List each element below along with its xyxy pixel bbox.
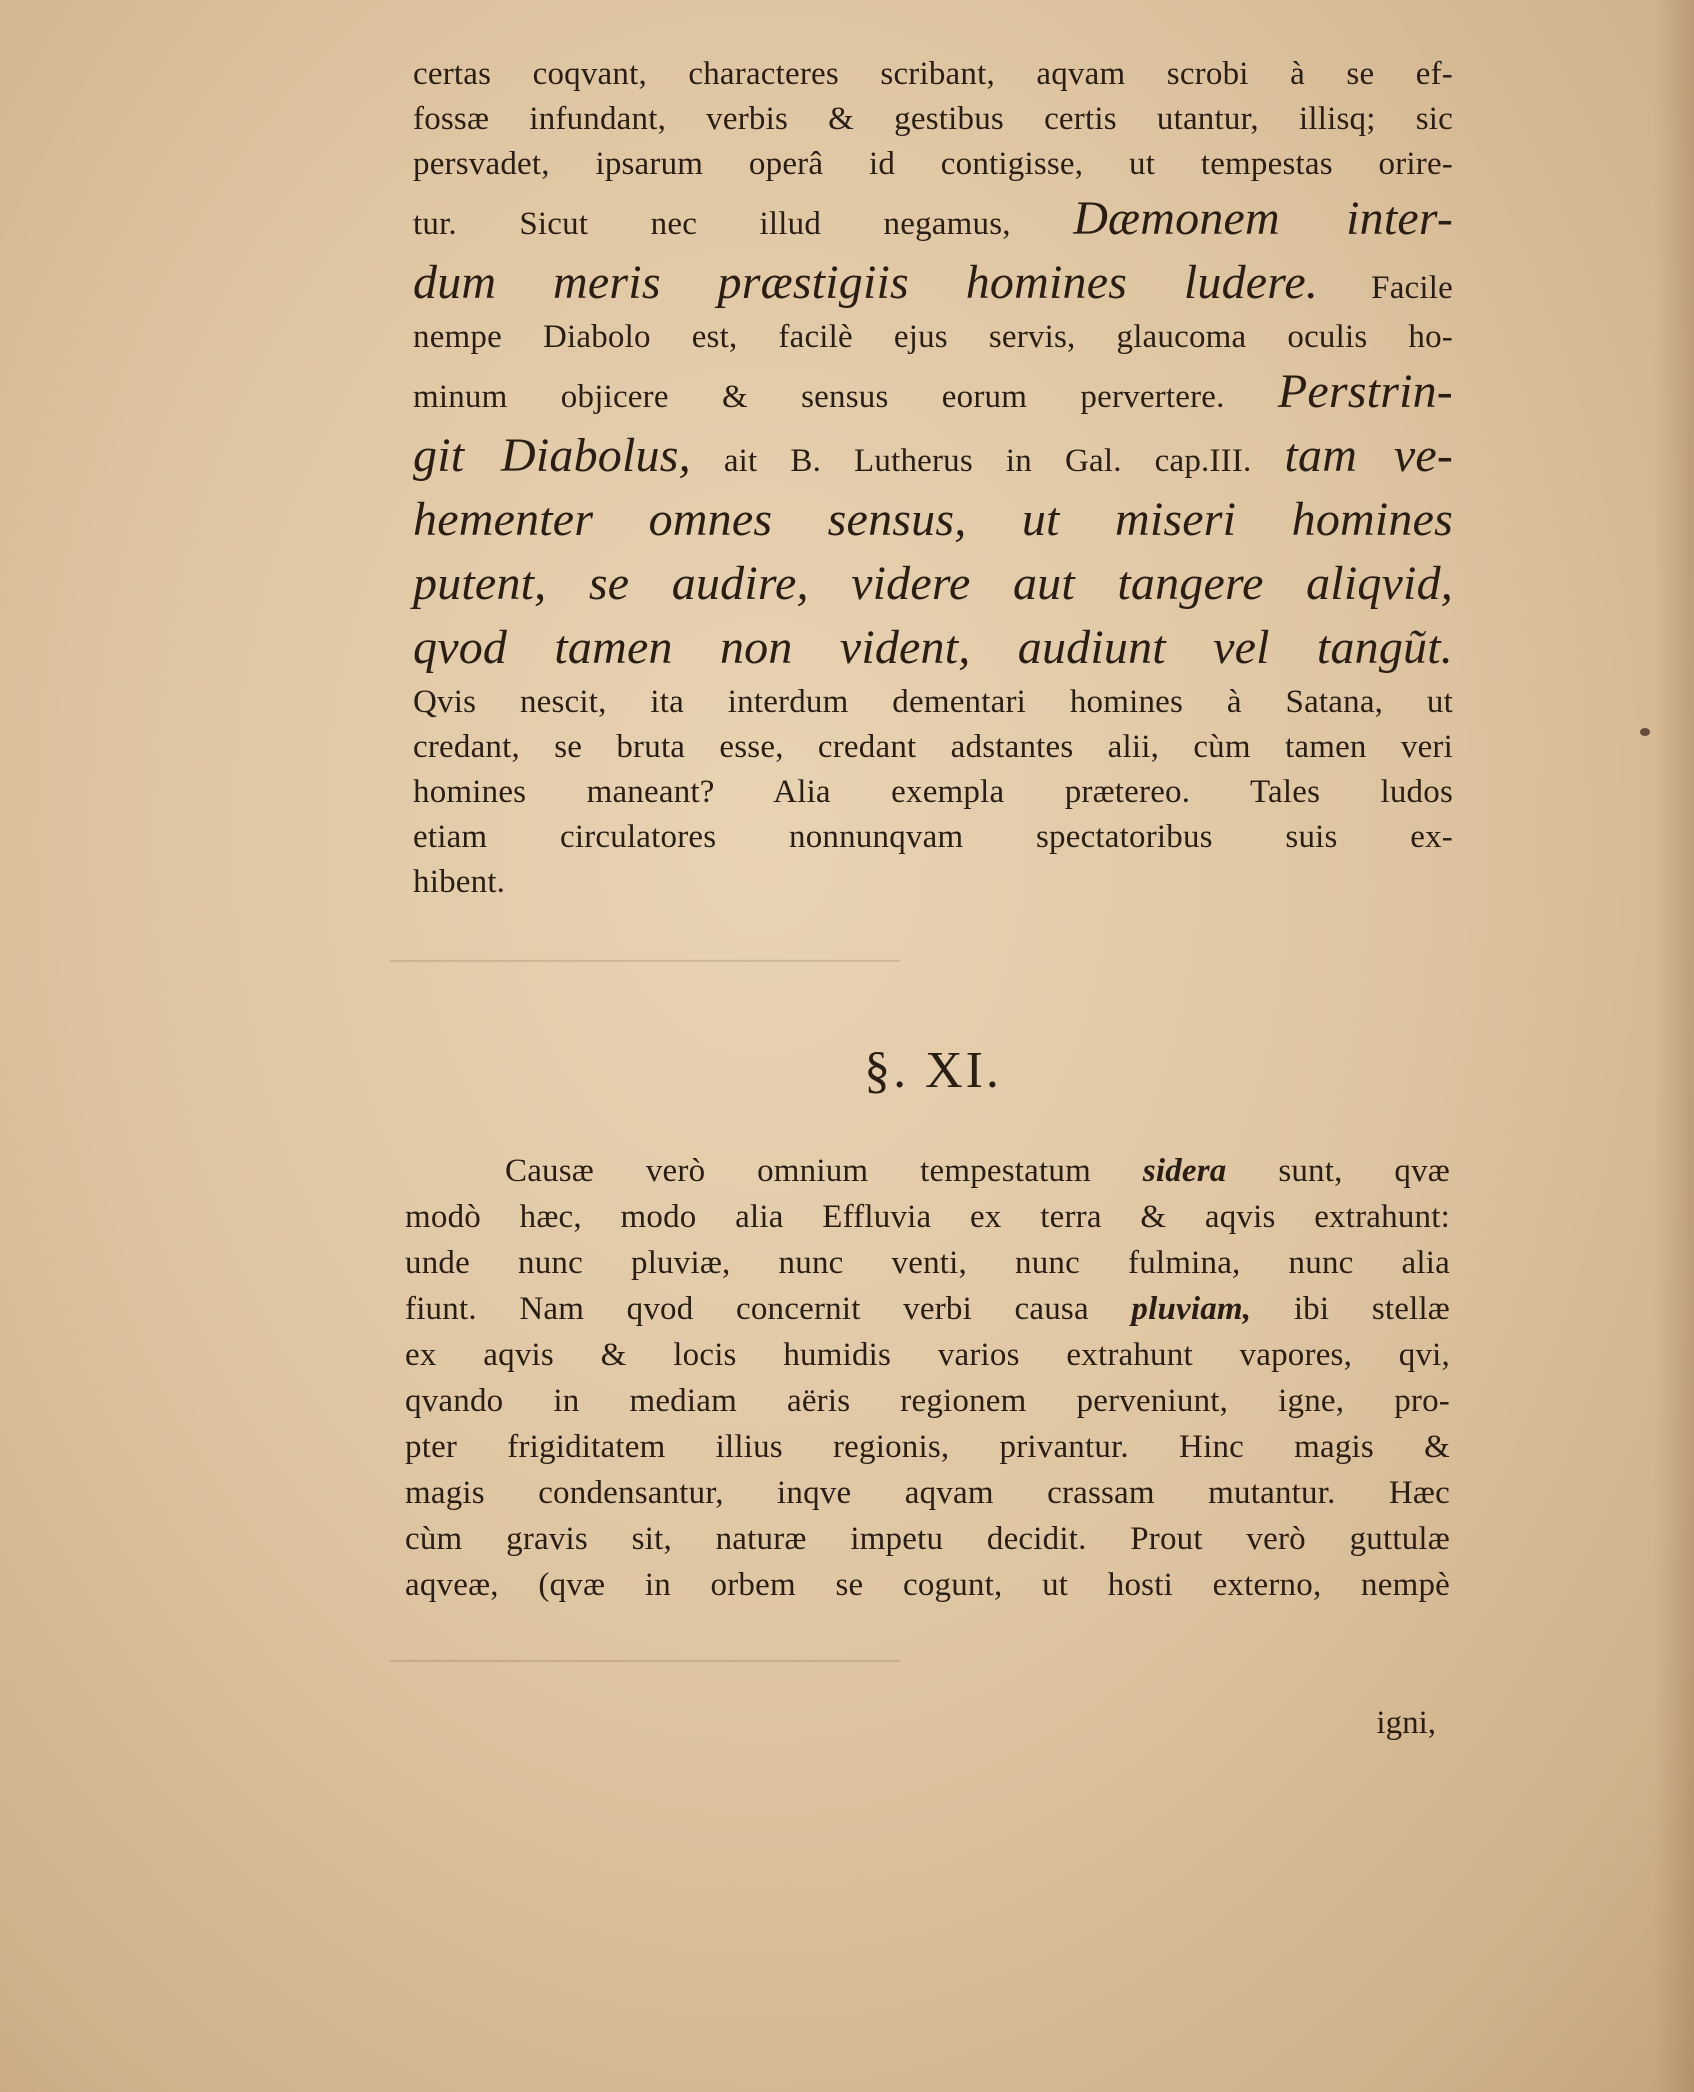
text-line: nempe Diabolo est, facilè ejus servis, glaucoma oculis ho- [413, 319, 1453, 355]
italic-segment: Dæmonem inter- [1073, 192, 1454, 245]
text-line: qvando in mediam aëris regionem perveniunt, igne, pro- [405, 1383, 1450, 1419]
text-line: hibent. [413, 864, 506, 900]
text-line [413, 424, 1453, 488]
italic-line: qvod tamen non vident, audiunt vel tangũt. [413, 621, 1453, 674]
text-line: credant, se bruta esse, credant adstantes alii, cùm tamen veri [413, 729, 1453, 765]
italic-line: hementer omnes sensus, ut miseri homines [413, 493, 1453, 546]
paragraph-2 [405, 1148, 1450, 1608]
text-segment: sunt, qvæ [1278, 1153, 1451, 1189]
italic-line: putent, se audire, videre aut tangere aliqvid, [413, 557, 1453, 610]
text-segment: fiunt. Nam qvod concernit verbi causa [405, 1291, 1089, 1327]
italic-segment: pluviam, [1131, 1291, 1252, 1327]
italic-segment: sidera [1142, 1153, 1227, 1189]
catchword: igni, [1376, 1705, 1436, 1741]
italic-segment: tam ve- [1284, 429, 1454, 482]
text-segment: Causæ verò omnium tempestatum [505, 1153, 1091, 1189]
text-line [413, 360, 1453, 424]
text-line [413, 251, 1453, 315]
text-line: etiam circulatores nonnunqvam spectatoribus suis ex- [413, 819, 1453, 855]
italic-segment: dum meris præstigiis homines ludere. [413, 256, 1319, 309]
text-line: homines maneant? Alia exempla prætereo. Tales ludos [413, 774, 1453, 810]
section-heading: §. XI. [864, 1042, 1002, 1099]
paragraph-1 [413, 52, 1453, 905]
text-line: unde nunc pluviæ, nunc venti, nunc fulmina, nunc alia [405, 1245, 1450, 1281]
text-segment: minum objicere & sensus eorum pervertere. [413, 379, 1225, 415]
text-line: modò hæc, modo alia Effluvia ex terra & aqvis extrahunt: [405, 1199, 1450, 1235]
text-line: cùm gravis sit, naturæ impetu decidit. Prout verò guttulæ [405, 1521, 1450, 1557]
text-line: magis condensantur, inqve aqvam crassam mutantur. Hæc [405, 1475, 1450, 1511]
text-line [405, 1148, 1450, 1194]
text-segment: ibi stellæ [1293, 1291, 1451, 1327]
text-line: certas coqvant, characteres scribant, aqvam scrobi à se ef- [413, 56, 1453, 92]
show-through-text: ──────────────────────── [390, 1644, 901, 1677]
italic-segment: git Diabolus, [413, 429, 691, 482]
text-line [413, 187, 1453, 251]
text-segment: ait B. Lutherus in Gal. cap.III. [723, 443, 1252, 479]
italic-segment: Perstrin- [1277, 365, 1453, 418]
text-line: persvadet, ipsarum operâ id contigisse, ut tempestas orire- [413, 146, 1453, 182]
text-segment: Facile [1371, 270, 1453, 306]
text-segment: tur. Sicut nec illud negamus, [413, 206, 1011, 242]
ink-spot [1640, 728, 1650, 736]
show-through-text: ──────────────────────── [390, 944, 901, 977]
text-line [405, 1286, 1450, 1332]
text-line: ex aqvis & locis humidis varios extrahunt vapores, qvi, [405, 1337, 1450, 1373]
text-line: aqveæ, (qvæ in orbem se cogunt, ut hosti externo, nempè [405, 1567, 1450, 1603]
page-edge-shadow [1654, 0, 1694, 2092]
text-line: fossæ infundant, verbis & gestibus certis utantur, illisq; sic [413, 101, 1453, 137]
text-line: Qvis nescit, ita interdum dementari homines à Satana, ut [413, 684, 1453, 720]
text-line: pter frigiditatem illius regionis, privantur. Hinc magis & [405, 1429, 1450, 1465]
